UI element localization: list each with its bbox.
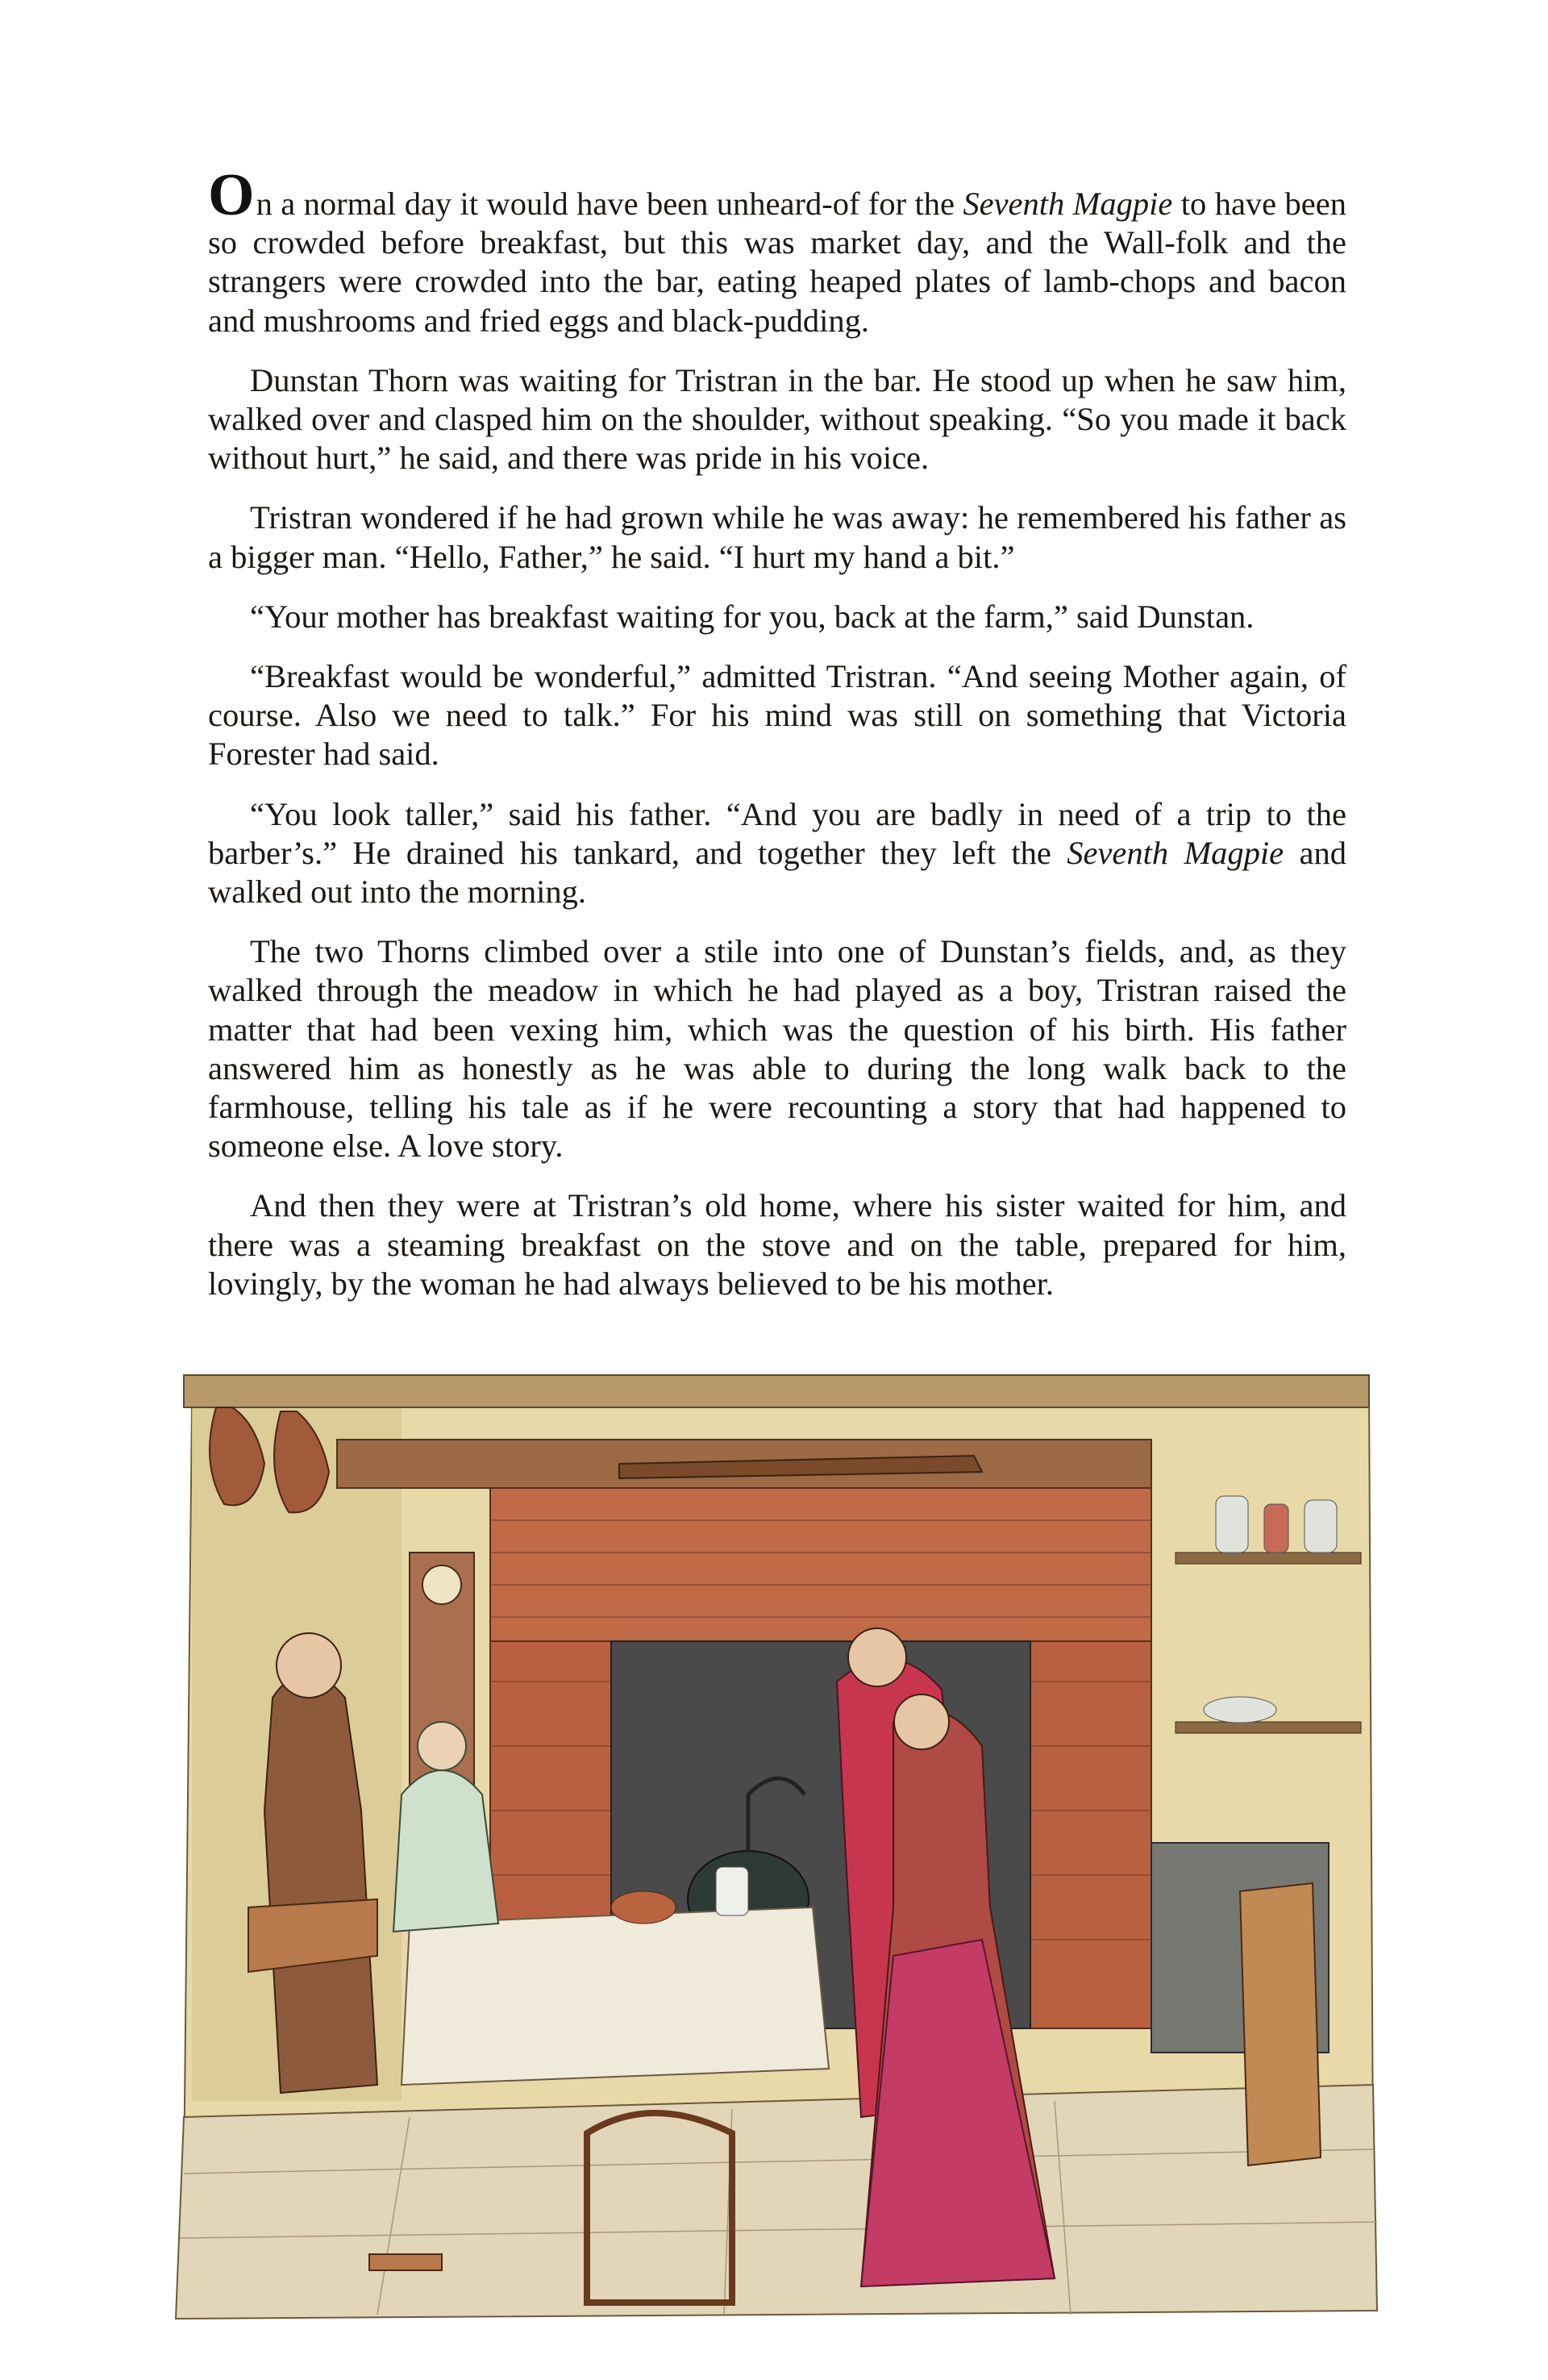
paragraph-8: And then they were at Tristran’s old home, where his sister waited for him, and there was a steaming breakfast on the stove and on the table, prepared for him, lovingly, by the woman he had always believed to be his mother. <box>208 1187 1346 1302</box>
paragraph-6-part-a: “You look taller,” said his father. “And you are badly in need of a trip to the barber’s.” He drained his tankard, and together they left the <box>208 795 1346 871</box>
paragraph-2: Dunstan Thorn was waiting for Tristran in the bar. He stood up when he saw him, walked over and clasped him on the shoulder, without speaking. “So you made it back without hurt,” he said, and there was pride in his voice. <box>208 361 1346 477</box>
jug-1 <box>1216 1496 1248 1553</box>
sister-figure <box>393 1770 498 1932</box>
story-text <box>208 162 1346 1324</box>
paragraph-6 <box>208 795 1346 912</box>
paragraph-6-part-c: and walked out into the morning. <box>208 834 1346 911</box>
inn-name-italic: Seventh Magpie <box>963 185 1173 222</box>
table-cloth <box>402 1907 829 2085</box>
jug-2 <box>1264 1504 1288 1553</box>
bowl <box>1204 1697 1276 1723</box>
stone-floor <box>176 2085 1377 2319</box>
right-shelf <box>1176 1553 1361 1564</box>
tristran-head <box>848 1628 906 1686</box>
illustration-drawing <box>168 1343 1384 2331</box>
paragraph-1-part-c: to have been so crowded before breakfast, but this was market day, and the Wall-folk and the strangers were crowded into the bar, eating heaped plates of lamb-chops and bacon and mushrooms and fried eggs and black-pudding. <box>208 185 1346 339</box>
jug-3 <box>1305 1500 1337 1553</box>
ham-on-table <box>611 1891 676 1924</box>
paragraph-3: Tristran wondered if he had grown while he was away: he remembered his father as a bigger man. “Hello, Father,” he said. “I hurt my hand a bit.” <box>208 499 1346 575</box>
inn-name-italic-2: Seventh Magpie <box>1067 834 1284 871</box>
paragraph-4: “Your mother has breakfast waiting for you, back at the farm,” said Dunstan. <box>250 598 1255 635</box>
clock-face <box>422 1565 461 1604</box>
kitchen-reunion-illustration <box>168 1343 1384 2331</box>
stool <box>369 2254 442 2270</box>
right-shelf-2 <box>1176 1722 1361 1733</box>
paragraph-7: The two Thorns climbed over a stile into one of Dunstan’s fields, and, as they walked through the meadow in which he had played as a boy, Tristran raised the matter that had been vexing him, which was the question of his birth. His father answered him as honestly as he was able to during the long walk back to the farmhouse, telling his tale as if he were recounting a story that had happened to someone else. A love story. <box>208 933 1346 1165</box>
pitcher <box>716 1867 748 1915</box>
father-head <box>277 1633 341 1698</box>
drop-cap: O <box>208 162 255 228</box>
chimney-top <box>490 1488 1151 1641</box>
paragraph-1 <box>208 162 1346 340</box>
paragraph-5: “Breakfast would be wonderful,” admitted Tristran. “And seeing Mother again, of course. Also we need to talk.” For his mind was still on something that Victoria Forester had said. <box>208 658 1346 773</box>
right-chair <box>1240 1883 1321 2165</box>
mother-head <box>894 1694 949 1749</box>
ceiling-beam <box>184 1375 1369 1407</box>
paragraph-1-part-a: n a normal day it would have been unheard-of for the <box>256 185 963 222</box>
sister-head <box>418 1722 466 1770</box>
